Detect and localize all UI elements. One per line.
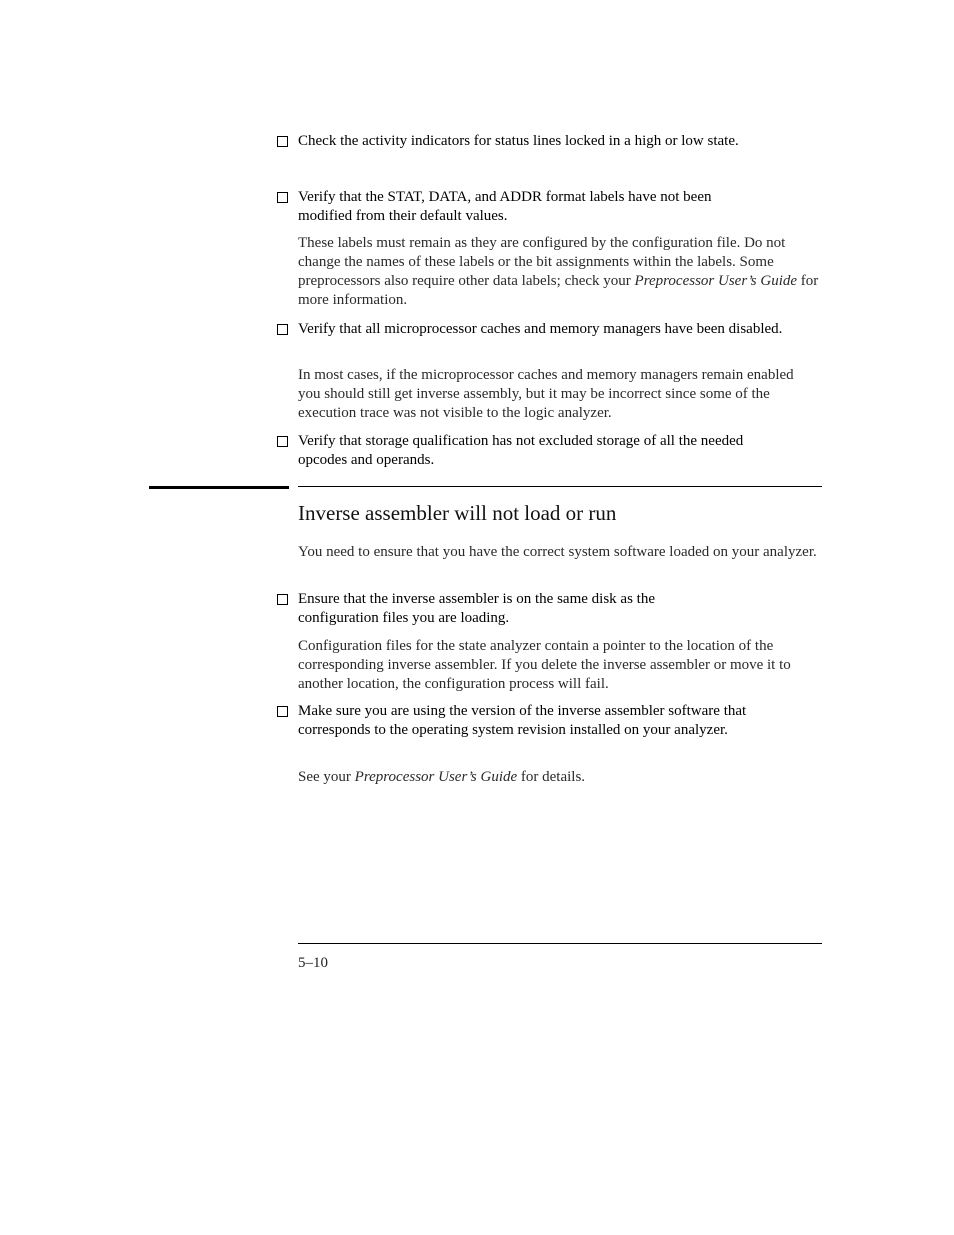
section-marker-bar xyxy=(149,486,289,489)
checklist-item-same-disk: Ensure that the inverse assembler is on the same disk as the configuration files you are loading. xyxy=(298,590,738,628)
paragraph-format-labels xyxy=(298,234,822,310)
paragraph-text: See your xyxy=(298,769,355,785)
checklist-item-activity-indicators: Check the activity indicators for status lines locked in a high or low state. xyxy=(298,132,768,151)
section-heading: Inverse assembler will not load or run xyxy=(298,501,617,525)
section-intro: You need to ensure that you have the correct system software loaded on your analyzer. xyxy=(298,544,817,560)
checklist-item-caches-disabled: Verify that all microprocessor caches and memory managers have been disabled. xyxy=(298,320,798,339)
paragraph-caches: In most cases, if the microprocessor caches and memory managers remain enabled you should still get inverse assembly, but it may be incorrect since some of the execution trace was not visible to the logic analyzer. xyxy=(298,367,794,421)
paragraph-config-files: Configuration files for the state analyzer contain a pointer to the location of the corresponding inverse assembler. If you delete the inverse assembler or move it to another location, the configuration process will fail. xyxy=(298,638,791,692)
guide-title: Preprocessor User’s Guide xyxy=(634,273,798,289)
page-number: 5–10 xyxy=(298,955,328,971)
paragraph-text: These labels must remain as they are configured by the configuration file. Do not change the names of these labels or the bit assignments within the labels. Some preprocessors also require other data labels; check your xyxy=(298,235,786,289)
paragraph-see-guide xyxy=(298,768,822,787)
checklist-item-version-match: Make sure you are using the version of the inverse assembler software that corresponds to the operating system revision installed on your analyzer. xyxy=(298,702,778,740)
checklist-item-storage-qualification: Verify that storage qualification has not excluded storage of all the needed opcodes and operands. xyxy=(298,432,768,470)
paragraph-text: for more information. xyxy=(298,273,819,308)
guide-title: Preprocessor User’s Guide xyxy=(354,769,518,785)
checklist-item-format-labels: Verify that the STAT, DATA, and ADDR format labels have not been modified from their default values. xyxy=(298,188,768,226)
section-divider xyxy=(298,486,822,487)
footer-rule xyxy=(298,943,822,944)
paragraph-text: for details. xyxy=(517,769,586,785)
